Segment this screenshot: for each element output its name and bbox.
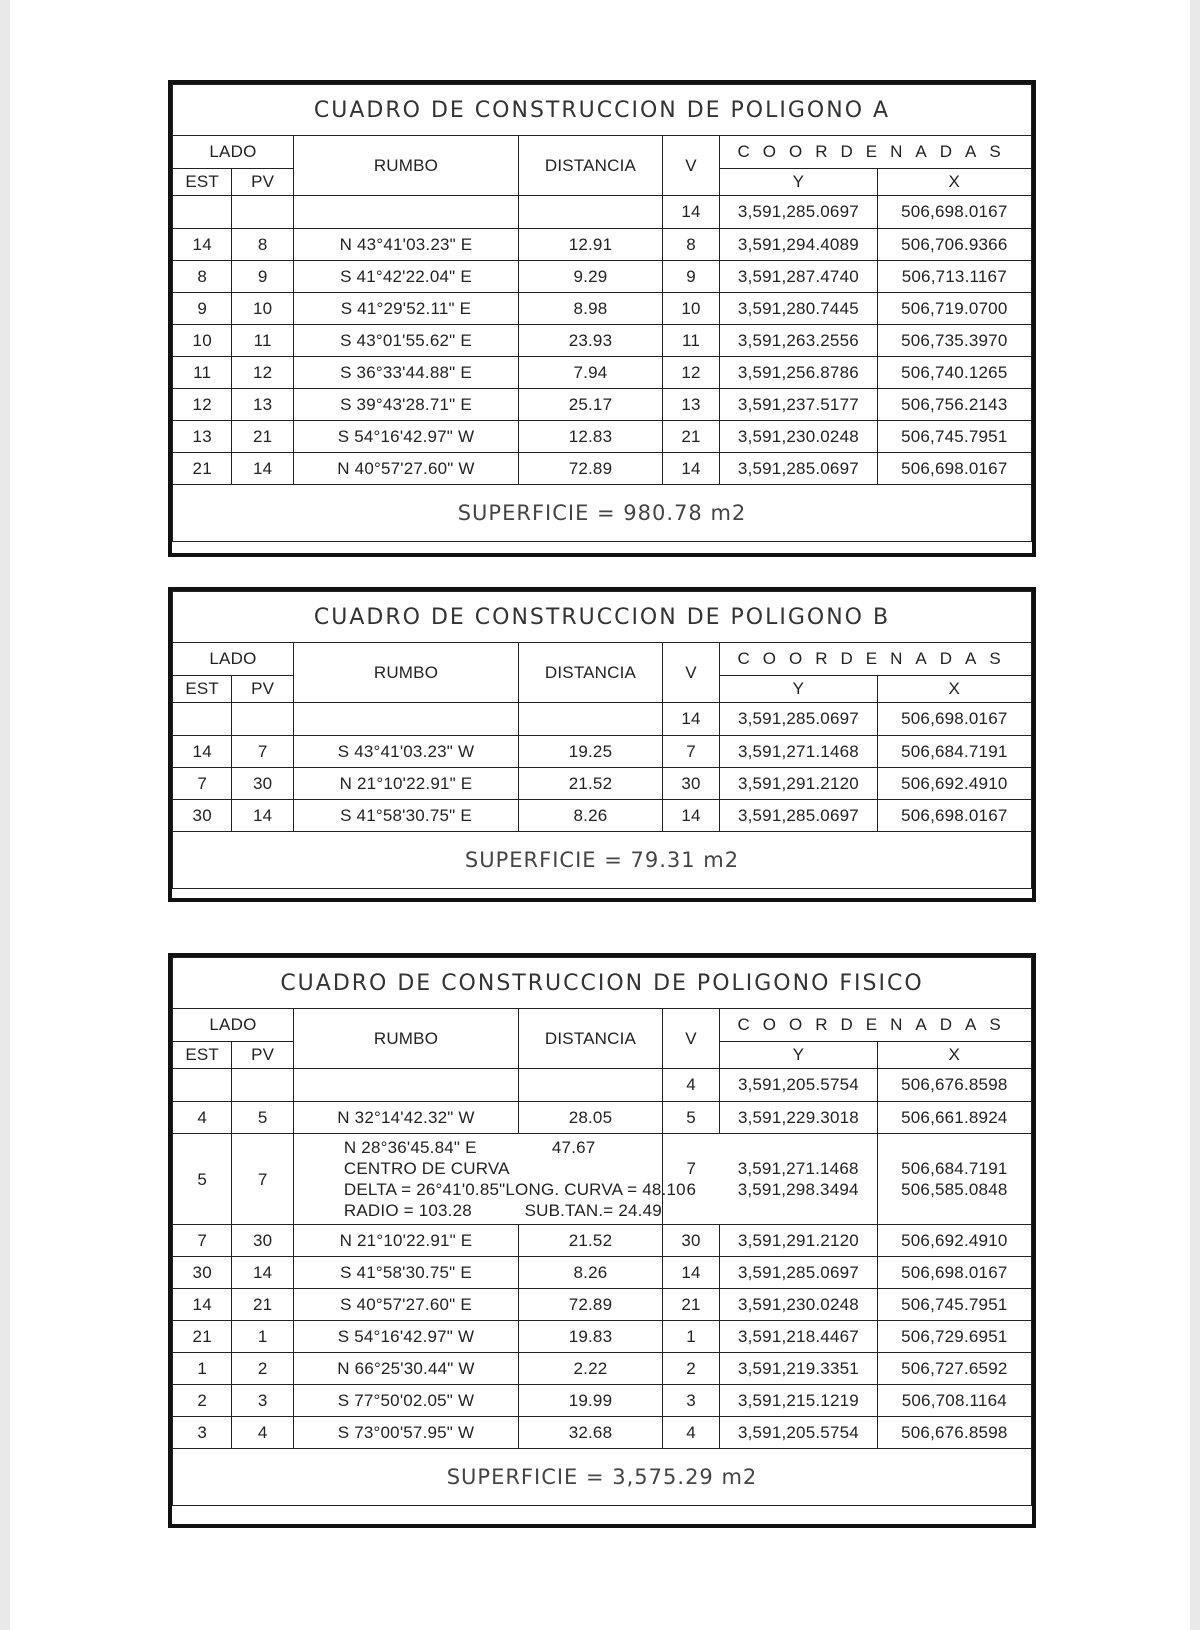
header-y: Y <box>720 676 877 703</box>
table-title: CUADRO DE CONSTRUCCION DE POLIGONO FISICO <box>173 958 1032 1009</box>
curve-rumbo: N 28°36'45.84" E <box>343 1138 477 1157</box>
cell-y: 3,591,280.7445 <box>720 293 877 325</box>
cell-est: 2 <box>173 1385 232 1417</box>
curve-delta: DELTA = 26°41'0.85" <box>343 1180 506 1199</box>
cell-pv: 2 <box>232 1353 294 1385</box>
cell-x: 506,745.7951 <box>877 421 1031 453</box>
cell-pv: 14 <box>232 800 294 832</box>
cell-est: 14 <box>173 1289 232 1321</box>
header-lado: LADO <box>173 136 294 169</box>
cell-pv: 7 <box>232 1134 294 1225</box>
cell-x: 506,692.4910 <box>877 1225 1031 1257</box>
table-row <box>173 1385 1032 1417</box>
header-v: V <box>662 136 719 196</box>
header-pv: PV <box>232 1042 294 1069</box>
curve-y2: 3,591,298.3494 <box>737 1180 859 1199</box>
cell-est: 21 <box>173 1321 232 1353</box>
table-row <box>173 1321 1032 1353</box>
cell-est: 14 <box>173 736 232 768</box>
cell-pv: 14 <box>232 1257 294 1289</box>
cell-x: 506,713.1167 <box>877 261 1031 293</box>
cell-rumbo: S 41°58'30.75" E <box>293 1257 518 1289</box>
cell-y: 3,591,285.0697 <box>720 196 877 229</box>
superficie-total: SUPERFICIE = 980.78 m2 <box>173 485 1032 542</box>
cell-x: 506,698.0167 <box>877 703 1031 736</box>
cell-y: 3,591,285.0697 <box>720 703 877 736</box>
header-y: Y <box>720 169 877 196</box>
curve-centro-label: CENTRO DE CURVA <box>343 1159 510 1178</box>
cell-est: 8 <box>173 261 232 293</box>
table-row <box>173 1257 1032 1289</box>
cell-distancia: 21.52 <box>519 1225 663 1257</box>
header-est: EST <box>173 169 232 196</box>
cell-distancia: 8.26 <box>519 1257 663 1289</box>
curve-subtangente: SUB.TAN.= 24.49 <box>524 1201 662 1220</box>
cell-v: 14 <box>662 800 719 832</box>
header-y: Y <box>720 1042 877 1069</box>
cell-v: 12 <box>662 357 719 389</box>
cell-x: 506,708.1164 <box>877 1385 1031 1417</box>
cell-distancia: 19.25 <box>519 736 663 768</box>
cell-v: 10 <box>662 293 719 325</box>
cell-rumbo: S 41°58'30.75" E <box>293 800 518 832</box>
header-coordenadas: COORDENADAS <box>720 1009 1032 1042</box>
table-row <box>173 1289 1032 1321</box>
cell-v: 13 <box>662 389 719 421</box>
cell-est: 7 <box>173 1225 232 1257</box>
table-poligono-fisico <box>168 953 1036 1528</box>
curve-longitud: LONG. CURVA = 48.10 <box>505 1180 686 1199</box>
cell-distancia: 72.89 <box>519 453 663 485</box>
cell-pv: 13 <box>232 389 294 421</box>
cell-rumbo: S 40°57'27.60" E <box>293 1289 518 1321</box>
header-v: V <box>662 643 719 703</box>
cell-x: 506,698.0167 <box>877 196 1031 229</box>
cell-pv: 7 <box>232 736 294 768</box>
cell-rumbo: S 73°00'57.95" W <box>293 1417 518 1449</box>
cell-x <box>877 1134 1031 1225</box>
cell-rumbo: S 39°43'28.71" E <box>293 389 518 421</box>
cell-distancia: 72.89 <box>519 1289 663 1321</box>
cell-x: 506,745.7951 <box>877 1289 1031 1321</box>
cell-rumbo: S 43°01'55.62" E <box>293 325 518 357</box>
cell-y: 3,591,215.1219 <box>720 1385 877 1417</box>
cell-v: 3 <box>662 1385 719 1417</box>
cell-v: 2 <box>662 1353 719 1385</box>
cell-est: 10 <box>173 325 232 357</box>
cell-x: 506,729.6951 <box>877 1321 1031 1353</box>
cell-distancia: 23.93 <box>519 325 663 357</box>
cell-x: 506,676.8598 <box>877 1069 1031 1102</box>
cell-distancia: 12.91 <box>519 229 663 261</box>
header-coordenadas: COORDENADAS <box>720 643 1032 676</box>
cell-pv: 8 <box>232 229 294 261</box>
curve-distancia: 47.67 <box>551 1138 596 1157</box>
header-lado: LADO <box>173 1009 294 1042</box>
cell-y: 3,591,291.2120 <box>720 1225 877 1257</box>
cell-est: 5 <box>173 1134 232 1225</box>
curve-v1: 7 <box>686 1159 697 1178</box>
cell-rumbo: S 41°29'52.11" E <box>293 293 518 325</box>
cell-pv: 4 <box>232 1417 294 1449</box>
cell-y: 3,591,205.5754 <box>720 1069 877 1102</box>
table-row <box>173 703 1032 736</box>
table-row <box>173 768 1032 800</box>
table-row <box>173 1353 1032 1385</box>
cell-rumbo: N 40°57'27.60" W <box>293 453 518 485</box>
cell-y: 3,591,294.4089 <box>720 229 877 261</box>
curve-y1: 3,591,271.1468 <box>737 1159 859 1178</box>
cell-est: 11 <box>173 357 232 389</box>
cell-pv: 5 <box>232 1102 294 1134</box>
cell-v: 30 <box>662 768 719 800</box>
cell-v: 14 <box>662 1257 719 1289</box>
cell-v: 11 <box>662 325 719 357</box>
cell-rumbo: N 21°10'22.91" E <box>293 768 518 800</box>
cell-distancia: 25.17 <box>519 389 663 421</box>
header-pv: PV <box>232 169 294 196</box>
table-row <box>173 261 1032 293</box>
cell-rumbo: S 36°33'44.88" E <box>293 357 518 389</box>
cell-pv: 3 <box>232 1385 294 1417</box>
cell-distancia: 2.22 <box>519 1353 663 1385</box>
header-distancia: DISTANCIA <box>519 1009 663 1069</box>
cell-pv: 21 <box>232 421 294 453</box>
cell-v: 14 <box>662 453 719 485</box>
header-distancia: DISTANCIA <box>519 136 663 196</box>
cell-x: 506,698.0167 <box>877 1257 1031 1289</box>
cell-rumbo: S 41°42'22.04" E <box>293 261 518 293</box>
cell-v: 14 <box>662 196 719 229</box>
cell-x: 506,756.2143 <box>877 389 1031 421</box>
header-x: X <box>877 1042 1031 1069</box>
table-poligono-a <box>168 80 1036 557</box>
cell-y: 3,591,287.4740 <box>720 261 877 293</box>
curve-x1: 506,684.7191 <box>901 1159 1008 1178</box>
cell-y: 3,591,271.1468 <box>720 736 877 768</box>
table-row <box>173 453 1032 485</box>
curve-row <box>173 1134 1032 1225</box>
cell-distancia: 12.83 <box>519 421 663 453</box>
cell-v: 8 <box>662 229 719 261</box>
header-est: EST <box>173 1042 232 1069</box>
table-row <box>173 1102 1032 1134</box>
cell-y <box>720 1134 877 1225</box>
cell-est: 7 <box>173 768 232 800</box>
cell-x: 506,698.0167 <box>877 800 1031 832</box>
cell-distancia: 21.52 <box>519 768 663 800</box>
cell-rumbo: S 77°50'02.05" W <box>293 1385 518 1417</box>
header-rumbo: RUMBO <box>293 136 518 196</box>
header-rumbo: RUMBO <box>293 1009 518 1069</box>
table-row <box>173 229 1032 261</box>
cell-est: 3 <box>173 1417 232 1449</box>
cell-pv: 9 <box>232 261 294 293</box>
table-row <box>173 421 1032 453</box>
curve-v2: 6 <box>686 1180 697 1199</box>
cell-x: 506,735.3970 <box>877 325 1031 357</box>
cell-x: 506,676.8598 <box>877 1417 1031 1449</box>
cell-y: 3,591,205.5754 <box>720 1417 877 1449</box>
cell-est: 30 <box>173 1257 232 1289</box>
cell-x: 506,661.8924 <box>877 1102 1031 1134</box>
cell-est: 21 <box>173 453 232 485</box>
cell-x: 506,684.7191 <box>877 736 1031 768</box>
cell-v: 4 <box>662 1417 719 1449</box>
curve-details <box>293 1134 686 1225</box>
cell-rumbo: N 32°14'42.32" W <box>293 1102 518 1134</box>
cell-v: 1 <box>662 1321 719 1353</box>
cell-est: 14 <box>173 229 232 261</box>
table-row <box>173 736 1032 768</box>
cell-rumbo: S 54°16'42.97" W <box>293 421 518 453</box>
cell-rumbo: N 43°41'03.23" E <box>293 229 518 261</box>
cell-x: 506,727.6592 <box>877 1353 1031 1385</box>
cell-distancia: 19.99 <box>519 1385 663 1417</box>
cell-pv: 12 <box>232 357 294 389</box>
cell-v: 21 <box>662 421 719 453</box>
cell-pv: 10 <box>232 293 294 325</box>
cell-distancia: 32.68 <box>519 1417 663 1449</box>
table-poligono-b <box>168 587 1036 902</box>
header-est: EST <box>173 676 232 703</box>
table-row <box>173 1225 1032 1257</box>
cell-est: 4 <box>173 1102 232 1134</box>
cell-pv: 30 <box>232 1225 294 1257</box>
cell-v: 9 <box>662 261 719 293</box>
table-row <box>173 1417 1032 1449</box>
cell-x: 506,698.0167 <box>877 453 1031 485</box>
cell-y: 3,591,263.2556 <box>720 325 877 357</box>
cell-x: 506,706.9366 <box>877 229 1031 261</box>
cell-pv: 21 <box>232 1289 294 1321</box>
cell-rumbo: S 43°41'03.23" W <box>293 736 518 768</box>
table-row <box>173 325 1032 357</box>
cell-distancia: 8.98 <box>519 293 663 325</box>
table-row <box>173 800 1032 832</box>
cell-pv: 1 <box>232 1321 294 1353</box>
cell-distancia: 7.94 <box>519 357 663 389</box>
curve-x2: 506,585.0848 <box>901 1180 1008 1199</box>
cell-x: 506,719.0700 <box>877 293 1031 325</box>
cell-v: 5 <box>662 1102 719 1134</box>
cell-distancia: 19.83 <box>519 1321 663 1353</box>
table-row <box>173 1069 1032 1102</box>
cell-y: 3,591,230.0248 <box>720 421 877 453</box>
table-row <box>173 293 1032 325</box>
header-rumbo: RUMBO <box>293 643 518 703</box>
curve-radio: RADIO = 103.28 <box>343 1201 472 1220</box>
cell-est: 13 <box>173 421 232 453</box>
cell-est: 30 <box>173 800 232 832</box>
cell-v: 14 <box>662 703 719 736</box>
table-row <box>173 357 1032 389</box>
cell-y: 3,591,285.0697 <box>720 1257 877 1289</box>
cell-y: 3,591,219.3351 <box>720 1353 877 1385</box>
header-lado: LADO <box>173 643 294 676</box>
cell-y: 3,591,229.3018 <box>720 1102 877 1134</box>
table-title: CUADRO DE CONSTRUCCION DE POLIGONO A <box>173 85 1032 136</box>
table-row <box>173 196 1032 229</box>
cell-y: 3,591,285.0697 <box>720 453 877 485</box>
cell-distancia: 8.26 <box>519 800 663 832</box>
header-distancia: DISTANCIA <box>519 643 663 703</box>
cell-y: 3,591,291.2120 <box>720 768 877 800</box>
cell-y: 3,591,237.5177 <box>720 389 877 421</box>
cell-v: 30 <box>662 1225 719 1257</box>
cell-est: 9 <box>173 293 232 325</box>
cell-est: 1 <box>173 1353 232 1385</box>
cell-v: 7 <box>662 736 719 768</box>
cell-rumbo: S 54°16'42.97" W <box>293 1321 518 1353</box>
table-title: CUADRO DE CONSTRUCCION DE POLIGONO B <box>173 592 1032 643</box>
header-x: X <box>877 169 1031 196</box>
cell-y: 3,591,230.0248 <box>720 1289 877 1321</box>
cell-rumbo: N 21°10'22.91" E <box>293 1225 518 1257</box>
table-row <box>173 389 1032 421</box>
cell-pv: 14 <box>232 453 294 485</box>
cell-v: 4 <box>662 1069 719 1102</box>
header-pv: PV <box>232 676 294 703</box>
cell-est: 12 <box>173 389 232 421</box>
cell-y: 3,591,256.8786 <box>720 357 877 389</box>
cell-v: 21 <box>662 1289 719 1321</box>
document-page <box>10 0 1190 1630</box>
cell-y: 3,591,218.4467 <box>720 1321 877 1353</box>
superficie-total: SUPERFICIE = 79.31 m2 <box>173 832 1032 889</box>
header-v: V <box>662 1009 719 1069</box>
cell-x: 506,692.4910 <box>877 768 1031 800</box>
cell-distancia: 28.05 <box>519 1102 663 1134</box>
cell-y: 3,591,285.0697 <box>720 800 877 832</box>
superficie-total: SUPERFICIE = 3,575.29 m2 <box>173 1449 1032 1506</box>
cell-pv: 11 <box>232 325 294 357</box>
cell-rumbo: N 66°25'30.44" W <box>293 1353 518 1385</box>
cell-pv: 30 <box>232 768 294 800</box>
header-x: X <box>877 676 1031 703</box>
cell-distancia: 9.29 <box>519 261 663 293</box>
cell-x: 506,740.1265 <box>877 357 1031 389</box>
header-coordenadas: COORDENADAS <box>720 136 1032 169</box>
